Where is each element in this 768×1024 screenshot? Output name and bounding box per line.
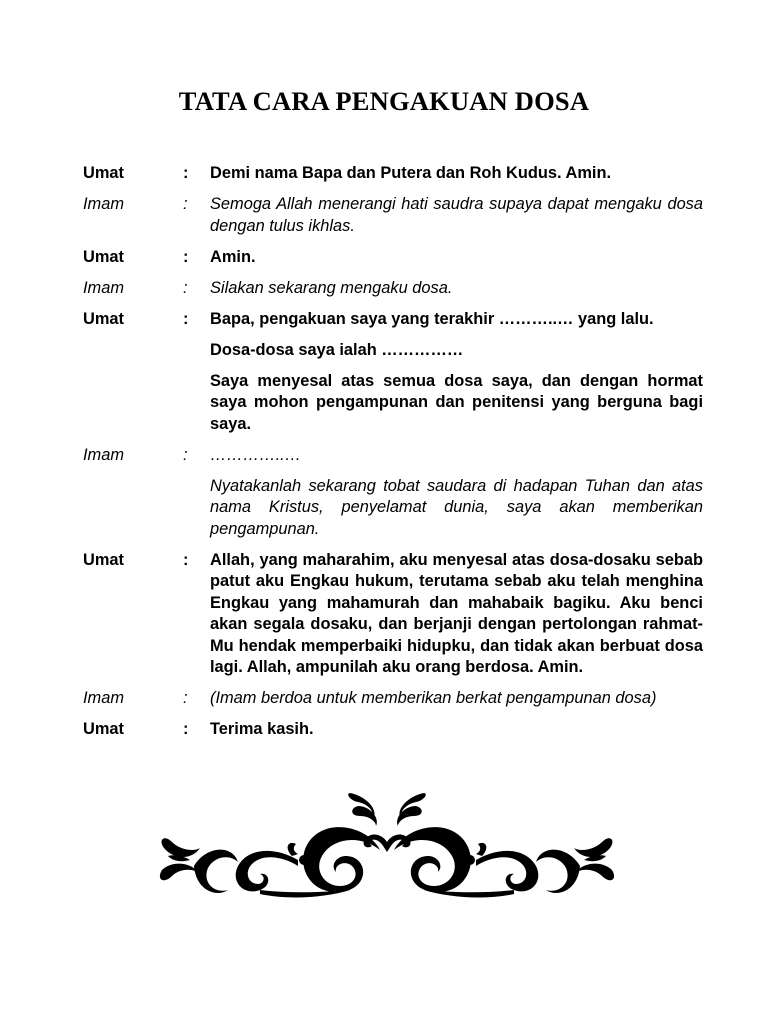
dialogue-text: (Imam berdoa untuk memberikan berkat pengampunan dosa) xyxy=(210,689,657,707)
dialogue-entry-continuation xyxy=(83,476,703,541)
dialogue-entry xyxy=(83,445,703,467)
separator-colon: : xyxy=(183,720,189,738)
dialogue-entry xyxy=(83,550,703,679)
dialogue-entry xyxy=(83,309,703,331)
speaker-label: Imam xyxy=(83,278,124,297)
separator-colon: : xyxy=(183,689,188,707)
dialogue-text: Semoga Allah menerangi hati saudra supaya dapat mengaku dosa dengan tulus ikhlas. xyxy=(210,195,703,235)
dialogue-text: Silakan sekarang mengaku dosa. xyxy=(210,278,453,297)
speaker-label: Umat xyxy=(83,309,124,328)
dialogue-list xyxy=(83,163,703,750)
separator-colon: : xyxy=(183,309,189,328)
dialogue-entry-continuation xyxy=(83,371,703,436)
dialogue-entry-continuation xyxy=(83,340,703,362)
dialogue-text: Amin. xyxy=(210,247,256,266)
dialogue-entry xyxy=(83,247,703,269)
dialogue-text: Terima kasih. xyxy=(210,720,314,738)
separator-colon: : xyxy=(183,164,189,182)
speaker-label xyxy=(83,476,183,541)
separator-colon: : xyxy=(183,550,189,569)
speaker-label xyxy=(83,340,183,362)
dialogue-entry xyxy=(83,688,703,710)
dialogue-text: Bapa, pengakuan saya yang terakhir ………..… yang lalu. xyxy=(210,309,654,328)
separator-spacer xyxy=(183,476,210,541)
separator-colon: : xyxy=(183,247,189,266)
dialogue-entry xyxy=(83,719,703,741)
separator-spacer xyxy=(183,340,210,362)
speaker-label: Umat xyxy=(83,164,124,182)
separator-spacer xyxy=(183,371,210,436)
speaker-label xyxy=(83,371,183,436)
dialogue-text: Allah, yang maharahim, aku menyesal atas dosa-dosaku sebab patut aku Engkau hukum, terutama sebab aku telah menghina Engkau yang mahamurah dan mahabaik bagiku. Aku benci akan segala dosaku, dan berjanji dengan pertolongan rahmat-Mu hendak memperbaiki hidupku, dan tidak akan berbuat dosa lagi. Allah, ampunilah aku orang berdosa. Amin. xyxy=(210,550,703,676)
speaker-label: Umat xyxy=(83,550,124,569)
separator-colon: : xyxy=(183,195,188,213)
dialogue-text: Nyatakanlah sekarang tobat saudara di hadapan Tuhan dan atas nama Kristus, penyelamat dunia, saya akan memberikan pengampunan. xyxy=(210,476,703,538)
speaker-label: Umat xyxy=(83,247,124,266)
speaker-label: Imam xyxy=(83,689,124,707)
dialogue-text: Demi nama Bapa dan Putera dan Roh Kudus. Amin. xyxy=(210,164,612,182)
speaker-label: Imam xyxy=(83,445,124,464)
speaker-label: Imam xyxy=(83,195,124,213)
floral-flourish-divider-icon xyxy=(154,786,620,904)
dialogue-text: Dosa-dosa saya ialah …………… xyxy=(210,340,464,359)
dialogue-entry xyxy=(83,194,703,237)
separator-colon: : xyxy=(183,278,188,297)
dialogue-text: …………..… xyxy=(210,445,302,464)
dialogue-entry xyxy=(83,163,703,185)
dialogue-text: Saya menyesal atas semua dosa saya, dan dengan hormat saya mohon pengampunan dan penitensi yang berguna bagi saya. xyxy=(210,371,703,433)
document-title: TATA CARA PENGAKUAN DOSA xyxy=(178,86,590,116)
speaker-label: Umat xyxy=(83,720,124,738)
separator-colon: : xyxy=(183,445,188,464)
dialogue-entry xyxy=(83,278,703,300)
